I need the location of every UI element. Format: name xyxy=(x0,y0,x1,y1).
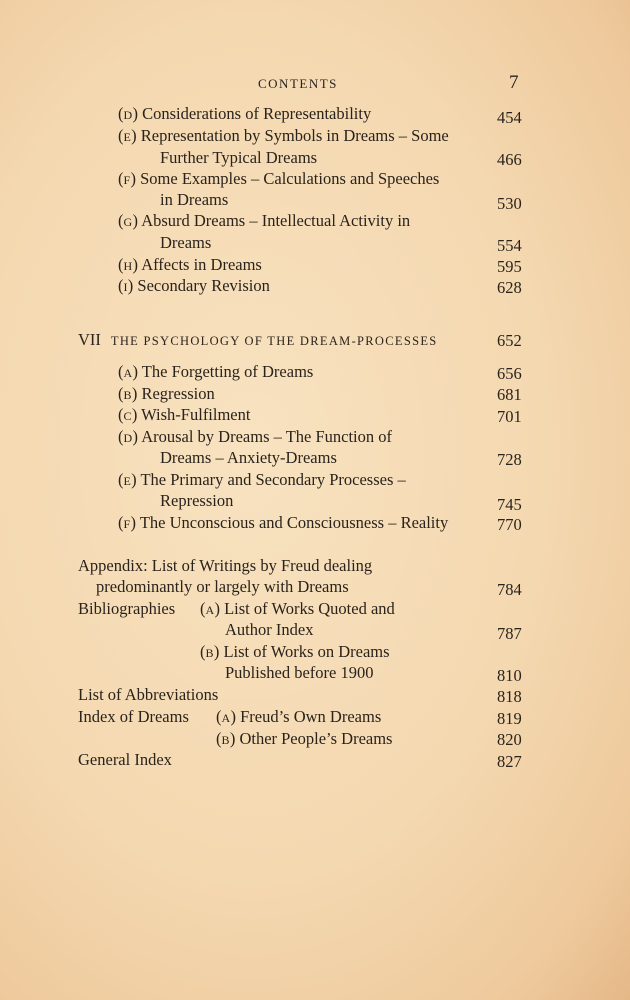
entry-page-number: 787 xyxy=(497,624,522,643)
entry-title-continuation: Dreams xyxy=(160,233,212,252)
entry-title: Absurd Dreams – Intellectual Activity in xyxy=(141,211,411,230)
chapter-title: THE PSYCHOLOGY OF THE DREAM-PROCESSES xyxy=(110,334,438,348)
bibliography-b: (B) List of Works on Dreams xyxy=(200,642,390,661)
entry-title-continuation: Further Typical Dreams xyxy=(160,148,318,167)
entry-title: Arousal by Dreams – The Function of xyxy=(141,427,393,446)
entry-title: The Forgetting of Dreams xyxy=(141,362,314,381)
entry-title: The Unconscious and Consciousness – Reality xyxy=(139,513,449,532)
entry-page-number: 554 xyxy=(497,236,522,255)
entry-title-continuation: Repression xyxy=(160,491,234,510)
toc-entry-c: (C) Wish-Fulfilment xyxy=(118,405,251,424)
entry-letter: F xyxy=(123,173,131,187)
entry-letter: B xyxy=(205,646,214,660)
bibliographies-label: Bibliographies xyxy=(78,599,176,618)
entry-letter: G xyxy=(123,215,133,229)
abbreviations-entry: List of Abbreviations xyxy=(78,685,219,704)
entry-title: The Primary and Secondary Processes – xyxy=(140,470,406,489)
chapter-heading xyxy=(78,332,438,349)
entry-page-number: 466 xyxy=(497,150,522,169)
entry-title-continuation: predominantly or largely with Dreams xyxy=(96,577,349,596)
entry-title: Secondary Revision xyxy=(137,276,270,295)
entry-page-number: 827 xyxy=(497,752,522,771)
entry-title-continuation: Dreams – Anxiety-Dreams xyxy=(160,448,337,467)
entry-letter: A xyxy=(123,366,133,380)
toc-entry-f: (F) Some Examples – Calculations and Speeches xyxy=(118,169,440,188)
entry-page-number: 770 xyxy=(497,515,522,534)
entry-title: List of Works on Dreams xyxy=(223,642,390,661)
header-title: CONTENTS xyxy=(258,76,338,91)
entry-title: Regression xyxy=(141,384,215,403)
toc-entry-f: (F) The Unconscious and Consciousness – Reality xyxy=(118,513,449,532)
toc-entry-i: (I) Secondary Revision xyxy=(118,276,270,295)
entry-title: Other People’s Dreams xyxy=(239,729,393,748)
running-header xyxy=(0,74,630,98)
entry-title: Considerations of Representability xyxy=(142,104,372,123)
entry-title: Some Examples – Calculations and Speeches xyxy=(140,169,440,188)
index-of-dreams-label: Index of Dreams xyxy=(78,707,189,726)
index-of-dreams-a: (A) Freud’s Own Dreams xyxy=(216,707,382,726)
entry-page-number: 810 xyxy=(497,666,522,685)
entry-letter: F xyxy=(123,517,131,531)
entry-letter: C xyxy=(123,409,132,423)
toc-entry-b: (B) Regression xyxy=(118,384,215,403)
appendix-entry: Appendix: List of Writings by Freud dealing xyxy=(78,556,373,575)
toc-entry-a: (A) The Forgetting of Dreams xyxy=(118,362,314,381)
chapter-page-number: 652 xyxy=(497,331,522,350)
entry-title: List of Works Quoted and xyxy=(224,599,395,618)
toc-entry-g: (G) Absurd Dreams – Intellectual Activity in xyxy=(118,211,411,230)
entry-page-number: 701 xyxy=(497,407,522,426)
entry-title-continuation: in Dreams xyxy=(160,190,229,209)
toc-entry-e: (E) Representation by Symbols in Dreams – Some xyxy=(118,126,449,145)
entry-page-number: 595 xyxy=(497,257,522,276)
entry-page-number: 628 xyxy=(497,278,522,297)
entry-page-number: 819 xyxy=(497,709,522,728)
entry-title: Representation by Symbols in Dreams – Some xyxy=(140,126,449,145)
entry-letter: E xyxy=(123,474,132,488)
entry-title: Wish-Fulfilment xyxy=(141,405,251,424)
entry-page-number: 820 xyxy=(497,730,522,749)
bibliography-a: (A) List of Works Quoted and xyxy=(200,599,395,618)
entry-page-number: 818 xyxy=(497,687,522,706)
entry-title-continuation: Author Index xyxy=(225,620,314,639)
entry-page-number: 728 xyxy=(497,450,522,469)
general-index-entry: General Index xyxy=(78,750,172,769)
entry-letter: A xyxy=(221,711,231,725)
entry-page-number: 530 xyxy=(497,194,522,213)
toc-entry-e: (E) The Primary and Secondary Processes – xyxy=(118,470,406,489)
toc-entry-d: (D) Considerations of Representability xyxy=(118,104,372,123)
entry-letter: E xyxy=(123,130,132,144)
entry-title: Affects in Dreams xyxy=(141,255,262,274)
entry-letter: D xyxy=(123,431,133,445)
index-of-dreams-b: (B) Other People’s Dreams xyxy=(216,729,393,748)
entry-title-continuation: Published before 1900 xyxy=(225,663,374,682)
header-page-number: 7 xyxy=(509,72,519,93)
entry-letter: H xyxy=(123,259,133,273)
chapter-numeral: VII xyxy=(78,330,101,349)
entry-page-number: 681 xyxy=(497,385,522,404)
toc-entry-h: (H) Affects in Dreams xyxy=(118,255,262,274)
entry-letter: B xyxy=(221,733,230,747)
entry-page-number: 745 xyxy=(497,495,522,514)
entry-page-number: 656 xyxy=(497,364,522,383)
entry-title: Freud’s Own Dreams xyxy=(240,707,382,726)
entry-letter: B xyxy=(123,388,132,402)
entry-letter: I xyxy=(123,280,128,294)
entry-page-number: 784 xyxy=(497,580,522,599)
entry-letter: A xyxy=(205,603,215,617)
entry-letter: D xyxy=(123,108,133,122)
toc-entry-d: (D) Arousal by Dreams – The Function of xyxy=(118,427,393,446)
entry-page-number: 454 xyxy=(497,108,522,127)
